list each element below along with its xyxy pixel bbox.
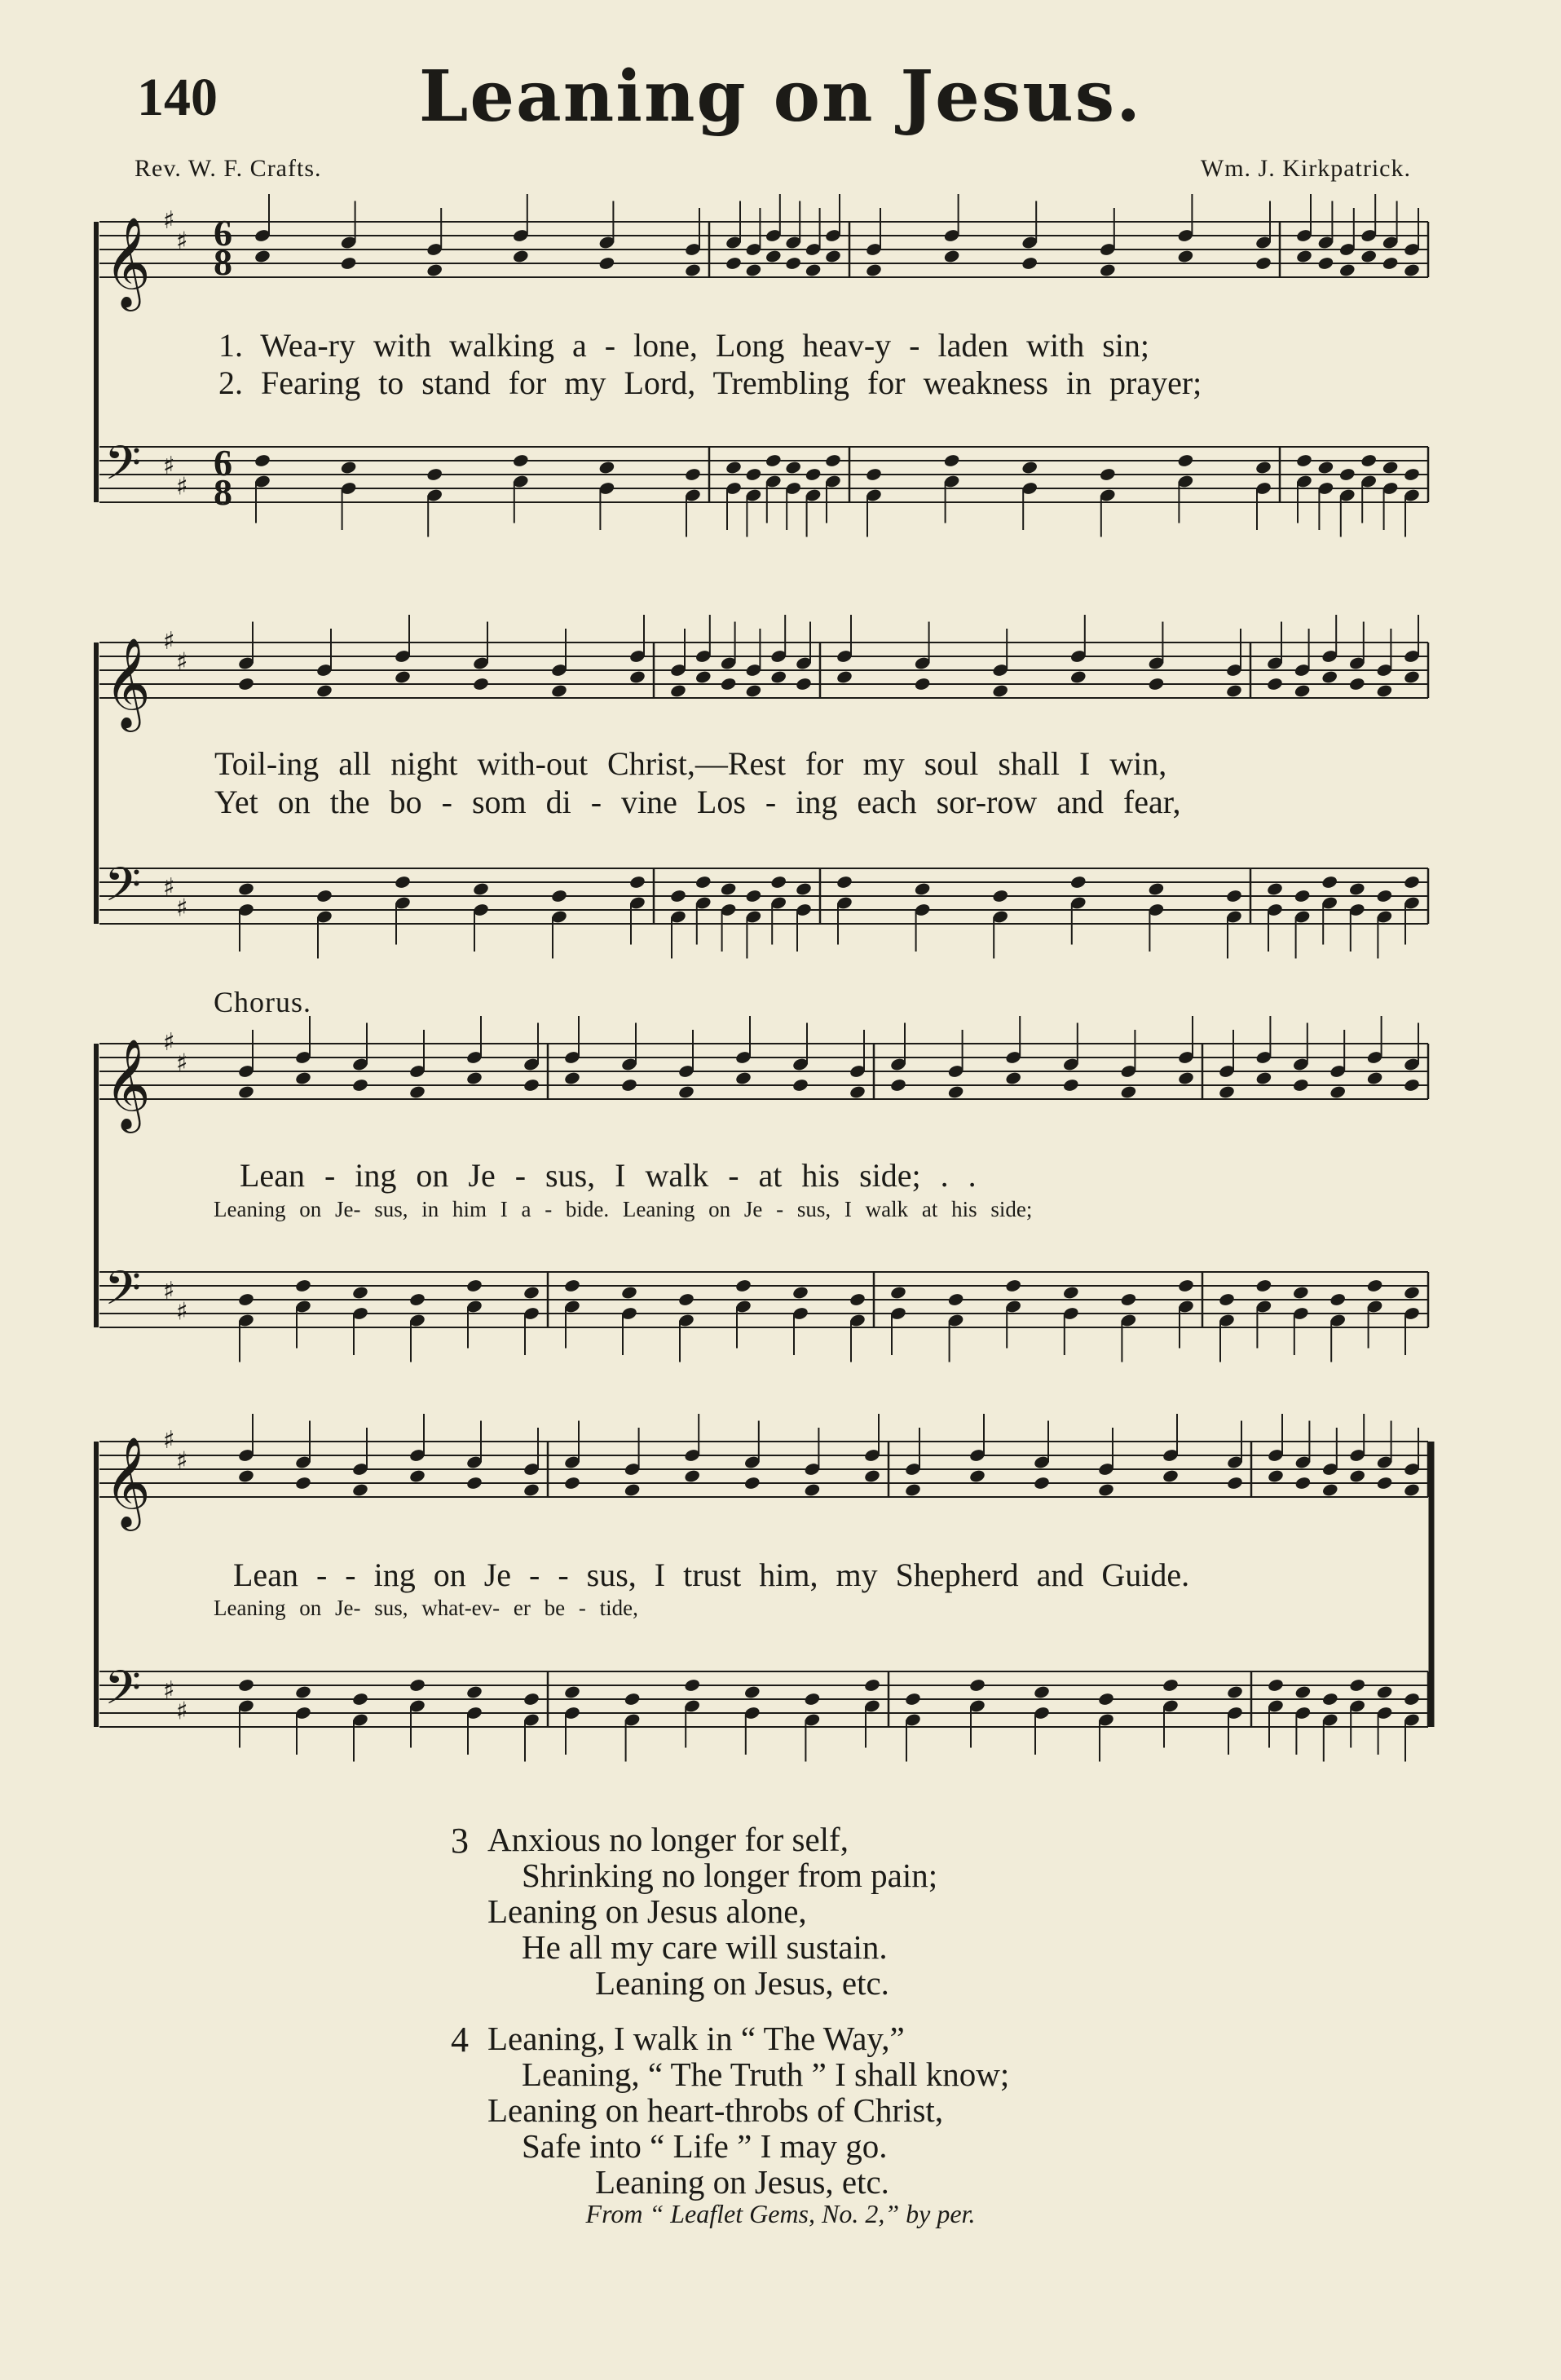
note-head bbox=[1177, 1278, 1194, 1293]
lyricist-credit: Rev. W. F. Crafts. bbox=[134, 155, 322, 182]
sharp-icon: ♯ bbox=[176, 472, 188, 501]
note-head bbox=[1403, 263, 1420, 277]
note-head bbox=[1294, 683, 1311, 698]
note-head bbox=[1148, 677, 1165, 691]
note-head bbox=[294, 1278, 311, 1293]
note-head bbox=[523, 1078, 540, 1093]
note-head bbox=[1069, 875, 1087, 890]
note-head bbox=[1360, 453, 1378, 468]
note-head bbox=[734, 1071, 752, 1085]
note-head bbox=[947, 1292, 964, 1307]
note-head bbox=[914, 881, 931, 896]
treble-clef-icon: 𝄞 bbox=[104, 216, 151, 307]
note-head bbox=[598, 460, 615, 475]
system4-echo-lyrics: Leaning on Je- sus, what-ev- er be - tide, bbox=[214, 1596, 638, 1620]
note-head bbox=[1376, 1476, 1393, 1490]
note-head bbox=[943, 453, 960, 468]
verse-4-line-1: Leaning, I walk in “ The Way,” bbox=[487, 2020, 905, 2057]
note-head bbox=[294, 1071, 311, 1085]
note-head bbox=[1266, 677, 1283, 691]
note-head bbox=[237, 1292, 254, 1307]
note-head bbox=[351, 1078, 368, 1093]
time-signature-treble bbox=[214, 212, 232, 283]
note-head bbox=[765, 249, 782, 263]
note-head bbox=[394, 875, 411, 890]
time-signature-top: 6 bbox=[214, 442, 232, 484]
note-head bbox=[294, 1685, 311, 1699]
note-head bbox=[1267, 1678, 1284, 1693]
note-head bbox=[795, 881, 812, 896]
note-head bbox=[795, 677, 812, 691]
note-head bbox=[824, 249, 841, 263]
note-head bbox=[1255, 1071, 1272, 1085]
verse-4-line-2: Leaning, “ The Truth ” I shall know; bbox=[522, 2055, 1010, 2093]
treble-clef-icon: 𝄞 bbox=[104, 1038, 151, 1129]
note-head bbox=[1177, 453, 1194, 468]
system1-verse1-lyrics: 1. Wea-ry with walking a - lone, Long heav-y - laden with sin; bbox=[218, 327, 1150, 364]
system2-verse2-lyrics: Yet on the bo - som di - vine Los - ing each sor-row and fear, bbox=[214, 784, 1181, 820]
note-head bbox=[1226, 1476, 1243, 1490]
note-head bbox=[889, 1285, 906, 1300]
note-head bbox=[523, 1482, 540, 1497]
sharp-icon: ♯ bbox=[176, 1049, 188, 1078]
note-head bbox=[1099, 467, 1116, 482]
note-head bbox=[315, 889, 333, 903]
note-head bbox=[1162, 1678, 1179, 1693]
note-head bbox=[237, 1678, 254, 1693]
note-head bbox=[765, 453, 782, 468]
note-head bbox=[1294, 1476, 1312, 1490]
note-head bbox=[805, 263, 822, 277]
note-head bbox=[628, 875, 646, 890]
hymn-title: Leaning on Jesus. bbox=[418, 55, 1143, 138]
note-head bbox=[745, 683, 762, 698]
sharp-icon: ♯ bbox=[176, 1697, 188, 1726]
sharp-icon: ♯ bbox=[176, 647, 188, 677]
verse-3-line-3: Leaning on Jesus alone, bbox=[487, 1892, 807, 1930]
note-head bbox=[1069, 669, 1087, 684]
note-head bbox=[677, 1084, 695, 1099]
note-head bbox=[1329, 1292, 1347, 1307]
note-head bbox=[1348, 881, 1365, 896]
note-head bbox=[745, 889, 762, 903]
note-head bbox=[465, 1278, 483, 1293]
note-head bbox=[1033, 1685, 1050, 1699]
note-head bbox=[745, 467, 762, 482]
system3-echo-lyrics: Leaning on Je- sus, in him I a - bide. Leaning on Je - sus, I walk at his side; bbox=[214, 1197, 1033, 1221]
time-signature-top: 6 bbox=[214, 212, 232, 254]
note-head bbox=[1120, 1084, 1137, 1099]
note-head bbox=[624, 1482, 641, 1497]
note-head bbox=[340, 460, 357, 475]
note-head bbox=[1225, 889, 1242, 903]
sharp-icon: ♯ bbox=[163, 206, 175, 235]
note-head bbox=[465, 1071, 483, 1085]
note-head bbox=[1321, 1482, 1338, 1497]
chorus-label: Chorus. bbox=[214, 986, 312, 1018]
note-head bbox=[472, 677, 489, 691]
note-head bbox=[863, 1468, 880, 1483]
note-head bbox=[1292, 1078, 1309, 1093]
note-head bbox=[1099, 263, 1116, 277]
note-head bbox=[426, 467, 443, 482]
bass-clef-icon: 𝄢 bbox=[104, 1261, 142, 1327]
sharp-icon: ♯ bbox=[163, 1028, 175, 1057]
note-head bbox=[1348, 677, 1365, 691]
note-head bbox=[1062, 1285, 1079, 1300]
note-head bbox=[563, 1071, 580, 1085]
note-head bbox=[1403, 1482, 1420, 1497]
note-head bbox=[1295, 453, 1312, 468]
time-signature-bottom: 8 bbox=[214, 471, 232, 513]
note-head bbox=[1338, 263, 1356, 277]
bass-clef-icon: 𝄢 bbox=[104, 435, 142, 502]
verse-3-line-2: Shrinking no longer from pain; bbox=[522, 1857, 938, 1894]
note-head bbox=[1292, 1285, 1309, 1300]
note-head bbox=[237, 1468, 254, 1483]
note-head bbox=[1255, 256, 1272, 271]
note-head bbox=[720, 881, 737, 896]
note-head bbox=[805, 467, 822, 482]
note-head bbox=[523, 1692, 540, 1707]
sharp-icon: ♯ bbox=[163, 627, 175, 656]
note-head bbox=[785, 256, 802, 271]
system4-melody-lyrics: Lean - - ing on Je - - sus, I trust him, my Shepherd and Guide. bbox=[233, 1556, 1190, 1593]
note-head bbox=[340, 256, 357, 271]
note-head bbox=[1177, 1071, 1194, 1085]
note-head bbox=[1148, 881, 1165, 896]
note-head bbox=[992, 889, 1009, 903]
note-head bbox=[1317, 460, 1334, 475]
note-head bbox=[804, 1482, 821, 1497]
note-head bbox=[563, 1278, 580, 1293]
note-head bbox=[743, 1476, 761, 1490]
note-head bbox=[294, 1476, 311, 1490]
note-head bbox=[1321, 875, 1338, 890]
note-head bbox=[677, 1292, 695, 1307]
note-head bbox=[1376, 889, 1393, 903]
composer-credit: Wm. J. Kirkpatrick. bbox=[1200, 155, 1411, 182]
note-head bbox=[1317, 256, 1334, 271]
note-head bbox=[1218, 1084, 1235, 1099]
note-head bbox=[669, 889, 686, 903]
sharp-icon: ♯ bbox=[176, 1446, 188, 1476]
note-head bbox=[1177, 249, 1194, 263]
note-head bbox=[394, 669, 411, 684]
note-head bbox=[1226, 1685, 1243, 1699]
sharp-icon: ♯ bbox=[176, 227, 188, 256]
note-head bbox=[1021, 256, 1038, 271]
note-head bbox=[512, 453, 529, 468]
note-head bbox=[1120, 1292, 1137, 1307]
note-head bbox=[684, 1468, 701, 1483]
note-head bbox=[1255, 460, 1272, 475]
note-head bbox=[914, 677, 931, 691]
note-head bbox=[598, 256, 615, 271]
note-head bbox=[1021, 460, 1038, 475]
treble-clef-icon: 𝄞 bbox=[104, 637, 151, 728]
source-credit: From “ Leaflet Gems, No. 2,” by per. bbox=[585, 2199, 976, 2228]
note-head bbox=[512, 249, 529, 263]
note-head bbox=[785, 460, 802, 475]
note-head bbox=[237, 1084, 254, 1099]
note-head bbox=[1366, 1278, 1383, 1293]
note-head bbox=[770, 669, 787, 684]
page-number: 140 bbox=[137, 68, 218, 127]
note-head bbox=[1295, 249, 1312, 263]
note-head bbox=[628, 669, 646, 684]
sharp-icon: ♯ bbox=[163, 1277, 175, 1305]
verse-4-line-4: Safe into “ Life ” I may go. bbox=[522, 2127, 888, 2165]
note-head bbox=[849, 1084, 866, 1099]
note-head bbox=[904, 1692, 921, 1707]
note-head bbox=[408, 1084, 426, 1099]
note-head bbox=[1321, 669, 1338, 684]
sharp-icon: ♯ bbox=[163, 1426, 175, 1455]
note-head bbox=[1255, 1278, 1272, 1293]
note-head bbox=[1097, 1482, 1114, 1497]
note-head bbox=[968, 1678, 986, 1693]
sharp-icon: ♯ bbox=[176, 894, 188, 923]
note-head bbox=[684, 467, 701, 482]
note-head bbox=[1376, 1685, 1393, 1699]
note-head bbox=[408, 1468, 426, 1483]
note-head bbox=[1225, 683, 1242, 698]
note-head bbox=[1349, 1468, 1366, 1483]
note-head bbox=[1294, 889, 1311, 903]
note-head bbox=[865, 467, 882, 482]
verse-3-number: 3 bbox=[451, 1821, 469, 1861]
system3-melody-lyrics: Lean - ing on Je - sus, I walk - at his side; . . bbox=[240, 1157, 977, 1194]
note-head bbox=[1382, 256, 1399, 271]
verse-3-line-5: Leaning on Jesus, etc. bbox=[595, 1964, 889, 2002]
bass-clef-icon: 𝄢 bbox=[104, 1660, 142, 1727]
verse-4-line-5: Leaning on Jesus, etc. bbox=[595, 2163, 889, 2201]
note-head bbox=[904, 1482, 921, 1497]
note-head bbox=[1403, 1285, 1420, 1300]
note-head bbox=[351, 1482, 368, 1497]
note-head bbox=[426, 263, 443, 277]
note-head bbox=[550, 889, 567, 903]
note-head bbox=[1294, 1685, 1312, 1699]
system1-verse2-lyrics: 2. Fearing to stand for my Lord, Trembling for weakness in prayer; bbox=[218, 364, 1202, 401]
note-head bbox=[695, 875, 712, 890]
note-head bbox=[968, 1468, 986, 1483]
note-head bbox=[315, 683, 333, 698]
note-head bbox=[1062, 1078, 1079, 1093]
note-head bbox=[1266, 881, 1283, 896]
verse-4-number: 4 bbox=[451, 2020, 469, 2060]
note-head bbox=[684, 1678, 701, 1693]
treble-clef-icon: 𝄞 bbox=[104, 1436, 151, 1527]
verse-3-line-4: He all my care will sustain. bbox=[522, 1928, 888, 1966]
sharp-icon: ♯ bbox=[163, 452, 175, 480]
note-head bbox=[1403, 1692, 1420, 1707]
note-head bbox=[1338, 467, 1356, 482]
note-head bbox=[351, 1285, 368, 1300]
note-head bbox=[1267, 1468, 1284, 1483]
bass-clef-icon: 𝄢 bbox=[104, 857, 142, 924]
note-head bbox=[1376, 683, 1393, 698]
note-head bbox=[836, 669, 853, 684]
note-head bbox=[465, 1685, 483, 1699]
note-head bbox=[1349, 1678, 1366, 1693]
note-head bbox=[863, 1678, 880, 1693]
note-head bbox=[1366, 1071, 1383, 1085]
note-head bbox=[1218, 1292, 1235, 1307]
time-signature-bottom: 8 bbox=[214, 241, 232, 283]
note-head bbox=[792, 1285, 809, 1300]
note-head bbox=[523, 1285, 540, 1300]
system2-verse1-lyrics: Toil-ing all night with-out Christ,—Rest for my soul shall I win, bbox=[214, 745, 1167, 782]
note-head bbox=[550, 683, 567, 698]
note-head bbox=[1097, 1692, 1114, 1707]
note-head bbox=[695, 669, 712, 684]
note-head bbox=[465, 1476, 483, 1490]
note-head bbox=[472, 881, 489, 896]
note-head bbox=[943, 249, 960, 263]
note-head bbox=[237, 881, 254, 896]
note-head bbox=[792, 1078, 809, 1093]
note-head bbox=[836, 875, 853, 890]
note-head bbox=[1403, 669, 1420, 684]
note-head bbox=[770, 875, 787, 890]
note-head bbox=[408, 1292, 426, 1307]
note-head bbox=[351, 1692, 368, 1707]
note-head bbox=[865, 263, 882, 277]
note-head bbox=[1329, 1084, 1347, 1099]
note-head bbox=[1321, 1692, 1338, 1707]
note-head bbox=[889, 1078, 906, 1093]
note-head bbox=[408, 1678, 426, 1693]
note-head bbox=[1005, 1071, 1022, 1085]
note-head bbox=[684, 263, 701, 277]
note-head bbox=[1005, 1278, 1022, 1293]
sharp-icon: ♯ bbox=[176, 1297, 188, 1327]
note-head bbox=[1403, 1078, 1420, 1093]
note-head bbox=[1360, 249, 1378, 263]
note-head bbox=[824, 453, 841, 468]
note-head bbox=[725, 460, 742, 475]
sharp-icon: ♯ bbox=[163, 1676, 175, 1705]
note-head bbox=[1162, 1468, 1179, 1483]
note-head bbox=[669, 683, 686, 698]
note-head bbox=[1033, 1476, 1050, 1490]
note-head bbox=[734, 1278, 752, 1293]
note-head bbox=[992, 683, 1009, 698]
time-signature-bass bbox=[214, 442, 232, 513]
note-head bbox=[947, 1084, 964, 1099]
note-head bbox=[743, 1685, 761, 1699]
verse-3-line-1: Anxious no longer for self, bbox=[487, 1821, 849, 1858]
note-head bbox=[620, 1078, 637, 1093]
note-head bbox=[254, 453, 271, 468]
note-head bbox=[563, 1476, 580, 1490]
note-head bbox=[725, 256, 742, 271]
note-head bbox=[849, 1292, 866, 1307]
note-head bbox=[745, 263, 762, 277]
verse-4-line-3: Leaning on heart-throbs of Christ, bbox=[487, 2091, 944, 2129]
note-head bbox=[624, 1692, 641, 1707]
note-head bbox=[620, 1285, 637, 1300]
note-head bbox=[563, 1685, 580, 1699]
sharp-icon: ♯ bbox=[163, 873, 175, 902]
note-head bbox=[237, 677, 254, 691]
note-head bbox=[1403, 467, 1420, 482]
note-head bbox=[1382, 460, 1399, 475]
note-head bbox=[254, 249, 271, 263]
note-head bbox=[1403, 875, 1420, 890]
note-head bbox=[804, 1692, 821, 1707]
note-head bbox=[720, 677, 737, 691]
